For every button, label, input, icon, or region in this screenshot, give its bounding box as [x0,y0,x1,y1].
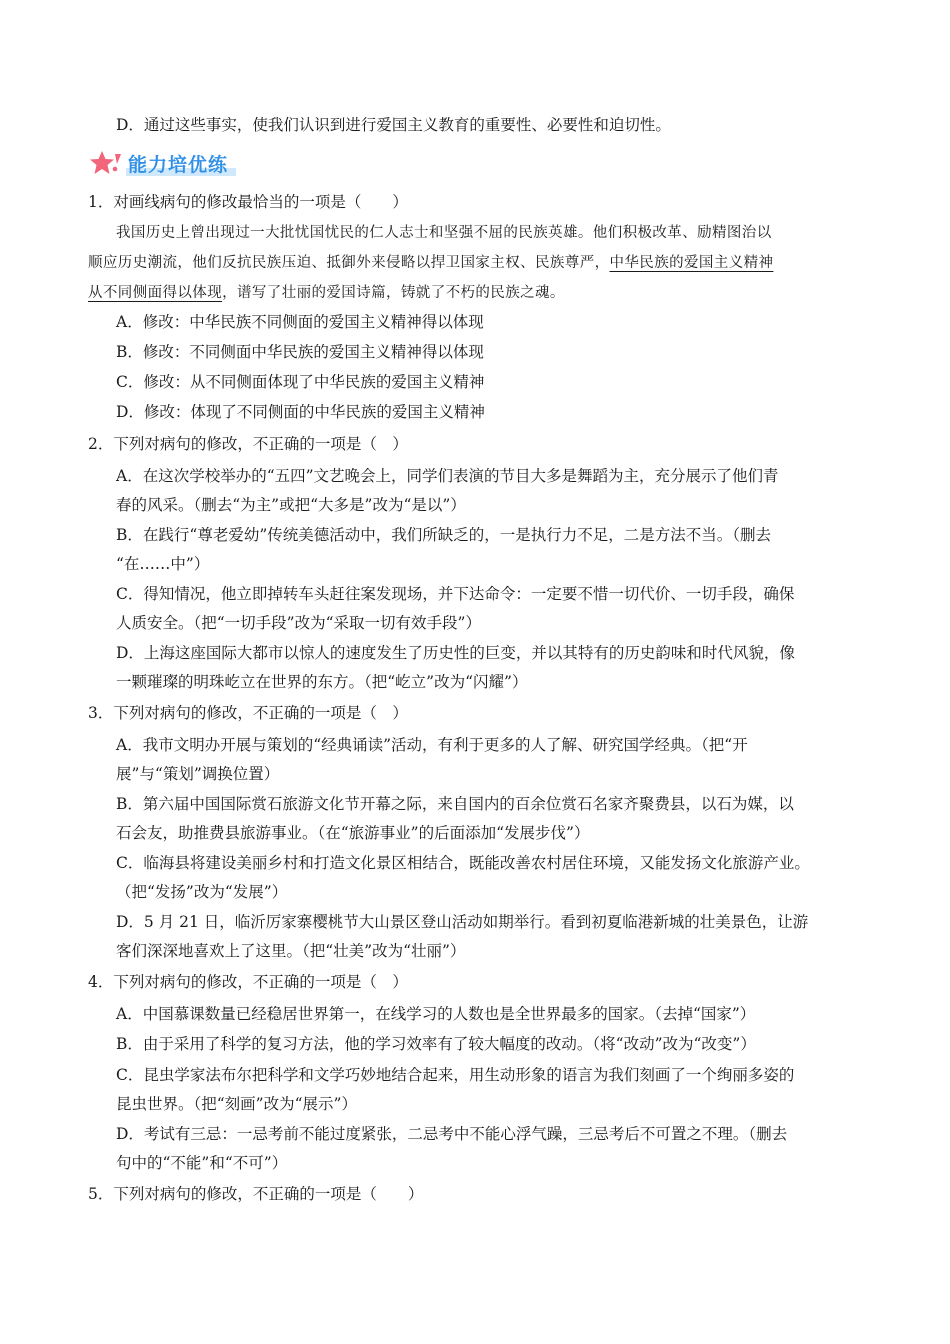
question-2-stem: 2．下列对病句的修改，不正确的一项是（ ） [88,435,408,453]
underlined-sentence: 从不同侧面得以体现 [88,285,223,301]
option-d-previous: D．通过这些事实，使我们认识到进行爱国主义教育的重要性、必要性和迫切性。 [116,116,671,134]
q4-option-c-line-1: C．昆虫学家法布尔把科学和文学巧妙地结合起来，用生动形象的语言为我们刻画了一个绚丽多姿的 [116,1066,795,1084]
q3-option-c-line-2: （把“发扬”改为“发展”） [116,883,288,901]
question-4-stem: 4．下列对病句的修改，不正确的一项是（ ） [88,973,408,991]
q2-option-b-line-1: B．在践行“尊老爱幼”传统美德活动中，我们所缺乏的，一是执行力不足，二是方法不当。（删去 [116,526,771,544]
q2-option-b-line-2: “在……中”） [116,555,210,573]
section-title: 能力培优练 [126,150,232,177]
q1-option-c: C．修改：从不同侧面体现了中华民族的爱国主义精神 [116,373,485,391]
q1-option-b: B．修改：不同侧面中华民族的爱国主义精神得以体现 [116,343,484,361]
q3-option-b-line-1: B．第六届中国国际赏石旅游文化节开幕之际，来自国内的百余位赏石名家齐聚费县，以石为媒，以 [116,795,794,813]
q3-option-b-line-2: 石会友，助推费县旅游事业。（在“旅游事业”的后面添加“发展步伐”） [116,824,590,842]
q2-option-c-line-2: 人质安全。（把“一切手段”改为“采取一切有效手段”） [116,614,481,632]
question-3-stem: 3．下列对病句的修改，不正确的一项是（ ） [88,704,408,722]
q3-option-d-line-2: 客们深深地喜欢上了这里。（把“壮美”改为“壮丽”） [116,942,466,960]
section-header [88,148,232,178]
q4-option-d-line-2: 句中的“不能”和“不可”） [116,1154,288,1172]
question-1-stem: 1．对画线病句的修改最恰当的一项是（ ） [88,193,408,211]
q3-option-d-line-1: D．5 月 21 日，临沂厉家寨樱桃节大山景区登山活动如期举行。看到初夏临港新城的壮美景色，让游 [116,913,809,931]
passage-text: 顺应历史潮流，他们反抗民族压迫、抵御外来侵略以捍卫国家主权、民族尊严， [88,255,610,271]
question-5-stem: 5．下列对病句的修改，不正确的一项是（ ） [88,1185,424,1203]
passage-line-3 [88,283,565,303]
q2-option-a-line-1: A．在这次学校举办的“五四”文艺晚会上，同学们表演的节目大多是舞蹈为主，充分展示了他们青 [116,467,779,485]
q4-option-c-line-2: 昆虫世界。（把“刻画”改为“展示”） [116,1095,357,1113]
q4-option-a: A．中国慕课数量已经稳居世界第一，在线学习的人数也是全世界最多的国家。（去掉“国家”） [116,1005,756,1023]
q1-option-d: D．修改：体现了不同侧面的中华民族的爱国主义精神 [116,403,485,421]
q2-option-c-line-1: C．得知情况，他立即掉转车头赶往案发现场，并下达命令：一定要不惜一切代价、一切手段，确保 [116,585,795,603]
q3-option-a-line-1: A．我市文明办开展与策划的“经典诵读”活动，有利于更多的人了解、研究国学经典。（把“开 [116,736,748,754]
q1-option-a: A．修改：中华民族不同侧面的爱国主义精神得以体现 [116,313,484,331]
q4-option-d-line-1: D．考试有三忌：一忌考前不能过度紧张，二忌考中不能心浮气躁，三忌考后不可置之不理。（删去 [116,1125,788,1143]
q3-option-a-line-2: 展”与“策划”调换位置） [116,765,280,783]
passage-text: ，谱写了壮丽的爱国诗篇，铸就了不朽的民族之魂。 [222,285,565,301]
passage-line-1: 我国历史上曾出现过一大批忧国忧民的仁人志士和坚强不屈的民族英雄。他们积极改革、励精图治以 [116,225,772,241]
q2-option-a-line-2: 春的风采。（删去“为主”或把“大多是”改为“是以”） [116,496,466,514]
q4-option-b: B．由于采用了科学的复习方法，他的学习效率有了较大幅度的改动。（将“改动”改为“改变”） [116,1035,756,1053]
q3-option-c-line-1: C．临海县将建设美丽乡村和打造文化景区相结合，既能改善农村居住环境，又能发扬文化旅游产业。 [116,854,810,872]
q2-option-d-line-1: D．上海这座国际大都市以惊人的速度发生了历史性的巨变，并以其特有的历史韵味和时代风貌，像 [116,644,795,662]
star-icon [88,148,126,178]
passage-line-2 [88,253,773,273]
q2-option-d-line-2: 一颗璀璨的明珠屹立在世界的东方。（把“屹立”改为“闪耀”） [116,673,528,691]
underlined-sentence: 中华民族的爱国主义精神 [609,255,774,271]
